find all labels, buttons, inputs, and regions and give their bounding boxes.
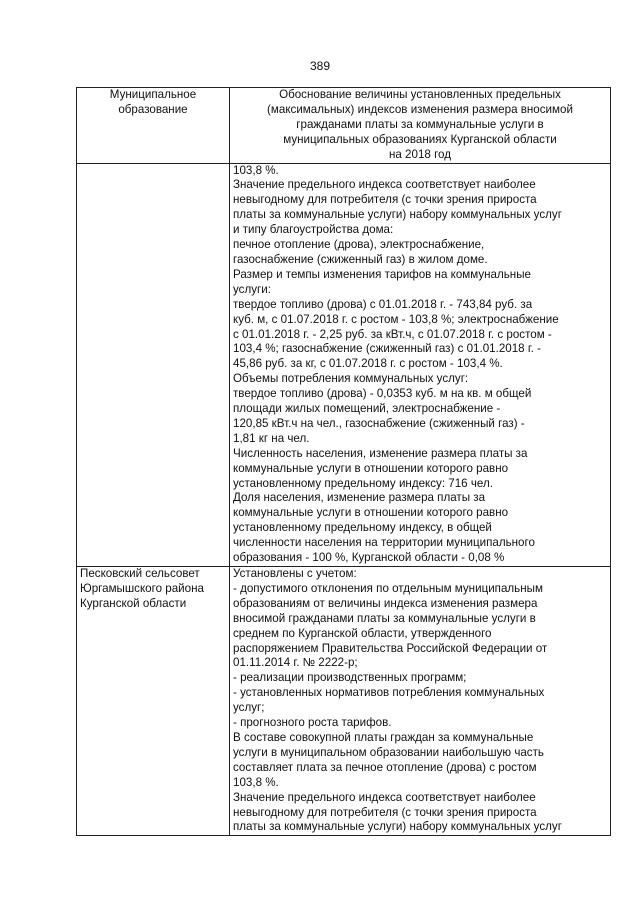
justification-line: Объемы потребления коммунальных услуг: (233, 372, 469, 386)
header-municipality-text (80, 88, 226, 118)
justification-line: 103,8 %. (233, 163, 279, 177)
municipality-line: Курганской области (80, 596, 187, 610)
justification-line: коммунальные услуги в отношении которого равно (233, 506, 509, 520)
justification-line: 103,4 %; газоснабжение (сжиженный газ) с 01.01.2018 г. - (233, 342, 541, 356)
justification-line: Установлены с учетом: (233, 567, 357, 580)
justification-line: образования - 100 %, Курганской области - 0,08 % (233, 551, 505, 565)
header-text-line: Муниципальное (109, 88, 197, 101)
justification-line: платы за коммунальные услуги) набору коммунальных услуг (233, 820, 562, 834)
justification-line: составляет плата за печное отопление (дрова) с ростом (233, 760, 537, 774)
justification-line: и типу благоустройства дома: (233, 223, 394, 237)
table-header-row (77, 88, 611, 164)
justification-line: 01.11.2014 г. № 2222-р; (233, 656, 358, 670)
municipality-name (80, 567, 226, 612)
municipality-cell (77, 163, 230, 566)
justification-line: В составе совокупной платы граждан за коммунальные (233, 730, 534, 744)
justification-line: распоряжением Правительства Российской Федерации от (233, 641, 548, 655)
justification-line: - допустимого отклонения по отдельным муниципальным (233, 581, 543, 595)
justification-line: среднем по Курганской области, утвержденного (233, 626, 492, 640)
justification-line: невыгодному для потребителя (с точки зрения прироста (233, 805, 537, 819)
justification-line: - прогнозного роста тарифов. (233, 716, 392, 730)
justification-line: Значение предельного индекса соответствует наиболее (233, 178, 536, 192)
justification-line: 120,85 кВт.ч на чел., газоснабжение (сжиженный газ) - (233, 416, 525, 430)
header-text-line: образование (118, 102, 188, 116)
justification-text (233, 567, 607, 835)
justification-line: площади жилых помещений, электроснабжение - (233, 402, 501, 416)
justification-line: численности населения на территории муниципального (233, 536, 535, 550)
header-municipality-cell (77, 88, 230, 164)
tariff-index-table (76, 87, 611, 836)
justification-line: Доля населения, изменение размера платы за (233, 491, 486, 505)
header-text-line: на 2018 год (388, 147, 452, 161)
justification-cell (230, 163, 611, 566)
justification-line: невыгодному для потребителя (с точки зрения прироста (233, 193, 537, 207)
justification-line: твердое топливо (дрова) - 0,0353 куб. м на кв. м общей (233, 387, 532, 401)
municipality-cell (77, 567, 230, 836)
justification-line: образованиям от величины индекса изменения размера (233, 596, 538, 610)
justification-line: услуг; (233, 701, 265, 715)
header-text-line: Обоснование величины установленных предельных (279, 88, 561, 101)
header-text-line: муниципальных образованиях Курганской области (283, 132, 557, 146)
justification-line: услуги: (233, 282, 271, 296)
justification-line: 1,81 кг на чел. (233, 431, 310, 445)
justification-line: Размер и темпы изменения тарифов на коммунальные (233, 267, 531, 281)
justification-line: - установленных нормативов потребления коммунальных (233, 686, 545, 700)
header-justification-text (233, 88, 607, 163)
justification-text (233, 164, 607, 566)
justification-line: коммунальные услуги в отношении которого равно (233, 461, 509, 475)
justification-line: Значение предельного индекса соответствует наиболее (233, 790, 536, 804)
page-number: 389 (309, 59, 331, 73)
justification-line: 103,8 %. (233, 775, 279, 789)
table-row (77, 567, 611, 836)
header-justification-cell (230, 88, 611, 164)
justification-line: платы за коммунальные услуги) набору коммунальных услуг (233, 208, 562, 222)
justification-line: куб. м, с 01.07.2018 г. с ростом - 103,8 %; электроснабжение (233, 312, 559, 326)
header-text-line: (максимальных) индексов изменения размера вносимой (267, 102, 573, 116)
justification-line: установленному предельному индексу: 716 чел. (233, 476, 493, 490)
table-row (77, 163, 611, 566)
justification-line: печное отопление (дрова), электроснабжение, (233, 238, 485, 252)
justification-line: установленному предельному индексу, в общей (233, 521, 492, 535)
header-text-line: гражданами платы за коммунальные услуги в (296, 117, 544, 131)
justification-line: - реализации производственных программ; (233, 671, 467, 685)
justification-line: Численность населения, изменение размера платы за (233, 446, 528, 460)
municipality-line: Песковский сельсовет (80, 567, 200, 580)
justification-line: 45,86 руб. за кг, с 01.07.2018 г. с ростом - 103,4 %. (233, 357, 503, 371)
justification-line: газоснабжение (сжиженный газ) в жилом доме. (233, 252, 488, 266)
justification-line: с 01.01.2018 г. - 2,25 руб. за кВт.ч, с 01.07.2018 г. с ростом - (233, 327, 552, 341)
justification-line: услуги в муниципальном образовании наибольшую часть (233, 745, 544, 759)
justification-line: твердое топливо (дрова) с 01.01.2018 г. - 743,84 руб. за (233, 297, 533, 311)
municipality-line: Юргамышского района (80, 581, 204, 595)
justification-cell (230, 567, 611, 836)
justification-line: вносимой гражданами платы за коммунальные услуги в (233, 611, 536, 625)
